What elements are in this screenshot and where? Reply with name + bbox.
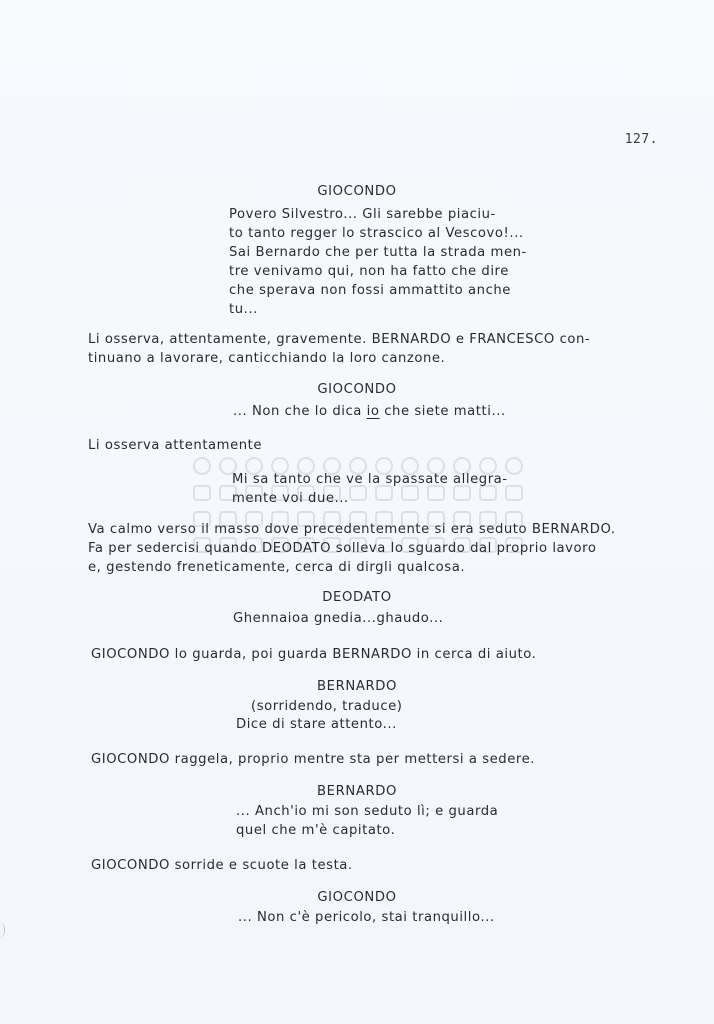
page-number: 127. [624,132,658,147]
dialogue-line: Ghennaioa gnedia...ghaudo... [233,611,444,626]
dialogue-line: ... Anch'io mi son seduto lì; e guarda [236,804,499,819]
binding-mark [0,922,5,938]
stage-direction: GIOCONDO raggela, proprio mentre sta per mettersi a sedere. [91,752,535,767]
dialogue-line: tre venivamo qui, non ha fatto che dire [229,264,509,279]
dialogue-text: ... Non che lo dica [233,404,367,419]
dialogue-line: ... Non c'è pericolo, stai tranquillo... [238,910,495,925]
dialogue-line: Povero Silvestro... Gli sarebbe piaciu- [229,207,496,222]
stage-direction: e, gestendo freneticamente, cerca di dirgli qualcosa. [88,560,466,575]
stage-direction: Fa per sedercisi quando DEODATO solleva lo sguardo dal proprio lavoro [88,541,597,556]
parenthetical: (sorridendo, traduce) [251,699,403,714]
speaker-giocondo-1: GIOCONDO [317,184,397,199]
dialogue-text: che siete matti... [379,404,506,419]
stage-direction: Li osserva, attentamente, gravemente. BERNARDO e FRANCESCO con- [88,332,591,347]
stage-direction: GIOCONDO lo guarda, poi guarda BERNARDO in cerca di aiuto. [91,647,537,662]
speaker-bernardo-1: BERNARDO [317,679,397,694]
dialogue-line: Dice di stare attento... [236,717,397,732]
dialogue-line: quel che m'è capitato. [236,823,396,838]
dialogue-line: tu... [229,302,258,317]
stage-direction: Va calmo verso il masso dove precedentemente si era seduto BERNARDO. [88,522,616,537]
dialogue-line: Mi sa tanto che ve la spassate allegra- [232,472,508,487]
dialogue-line-underlined [233,402,506,421]
dialogue-line: mente voi due... [232,491,349,506]
dialogue-line: che sperava non fossi ammattito anche [229,283,511,298]
speaker-giocondo-3: GIOCONDO [317,890,397,905]
speaker-giocondo-2: GIOCONDO [317,382,397,397]
stage-direction: tinuano a lavorare, canticchiando la loro canzone. [88,351,446,366]
dialogue-line: Sai Bernardo che per tutta la strada men- [229,245,527,260]
stage-direction: Li osserva attentamente [88,438,263,453]
speaker-deodato: DEODATO [322,590,392,605]
speaker-bernardo-2: BERNARDO [317,784,397,799]
dialogue-line: to tanto regger lo strascico al Vescovo!... [229,226,524,241]
underlined-word: io [366,404,380,419]
stage-direction: GIOCONDO sorride e scuote la testa. [91,858,353,873]
